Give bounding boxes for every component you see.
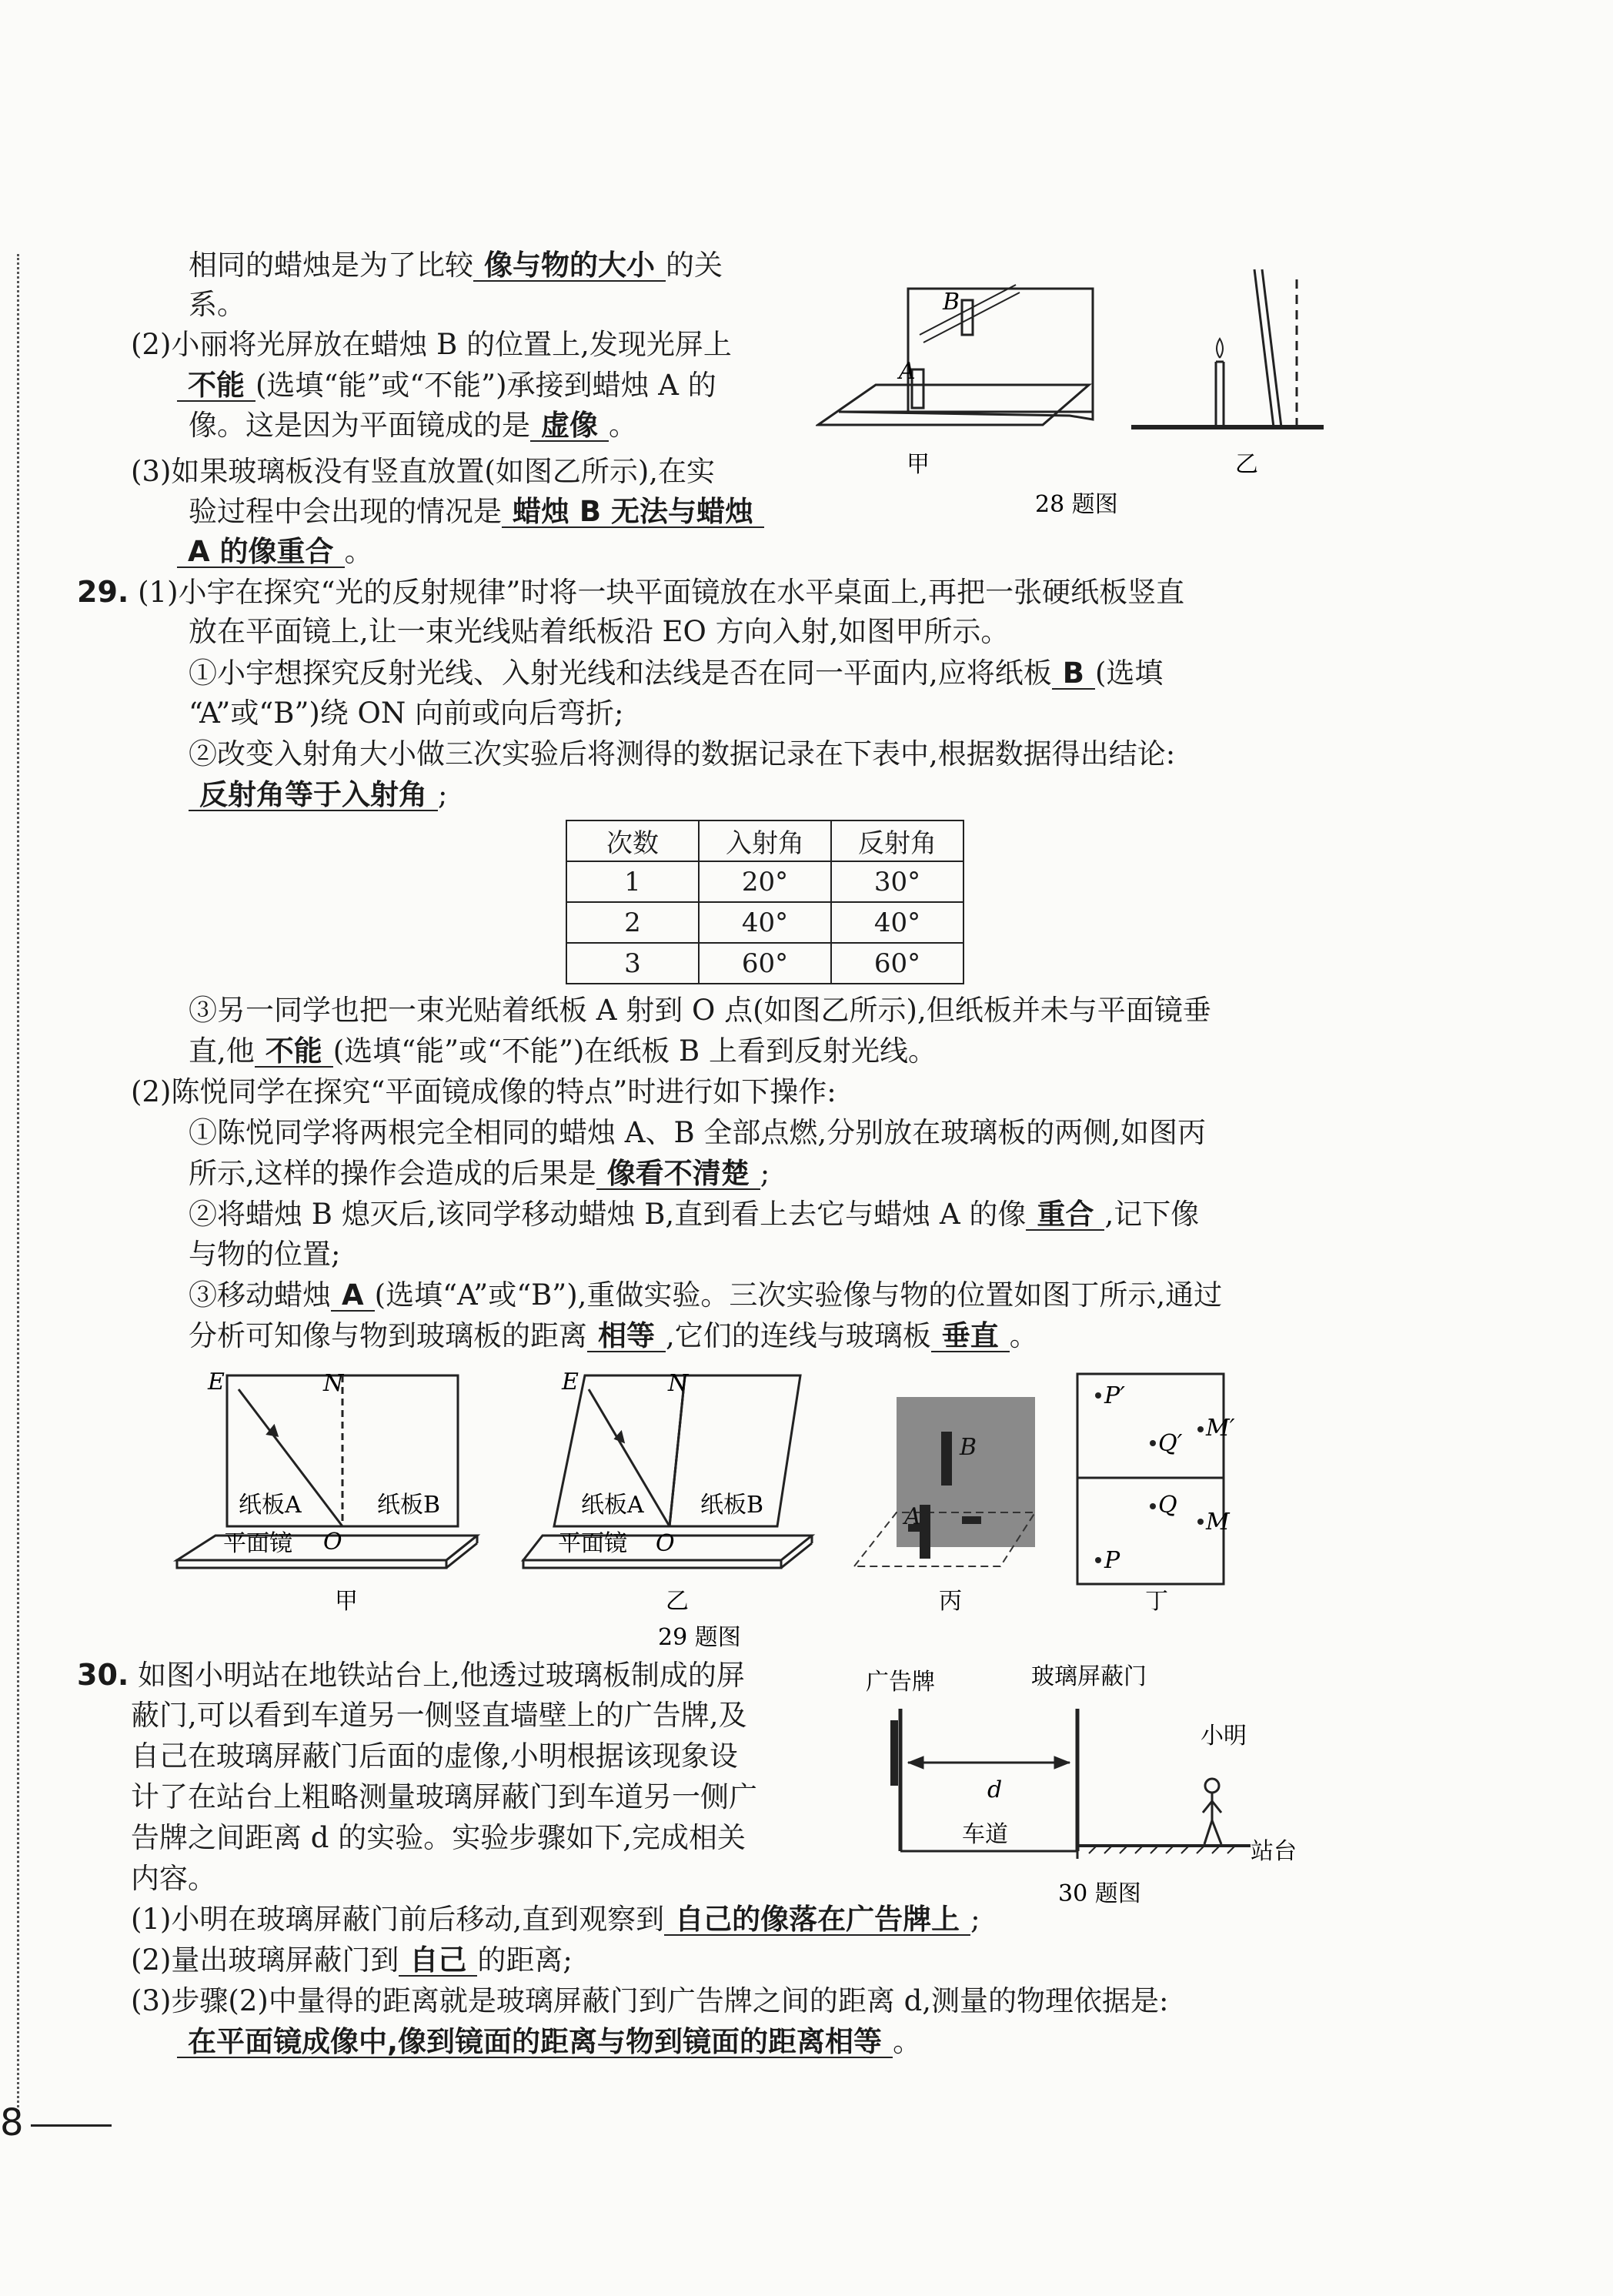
answer-blank: A 的像重合: [177, 537, 345, 568]
q29-line-10: ①陈悦同学将两根完全相同的蜡烛 A、B 全部点燃,分别放在玻璃板的两侧,如图丙: [189, 1116, 1206, 1149]
point-m-prime: [1197, 1426, 1204, 1432]
fig29-jia-e: E: [208, 1369, 225, 1395]
fig29-jia-name: 甲: [335, 1588, 358, 1615]
answer-blank: 相等: [587, 1322, 666, 1352]
fig30-person-label: 小明: [1201, 1723, 1247, 1750]
fig30-ad-label: 广告牌: [866, 1669, 935, 1696]
q29-line-9: (2)陈悦同学在探究“平面镜成像的特点”时进行如下操作:: [131, 1075, 837, 1108]
fig29-bing: [854, 1397, 1035, 1566]
text: 。: [344, 535, 373, 568]
fig30-lane-label: 车道: [962, 1821, 1008, 1848]
answer-blank: 像看不清楚: [596, 1159, 760, 1190]
fig29-bing-a: A: [904, 1503, 921, 1530]
text: (2)量出玻璃屏蔽门到: [131, 1943, 399, 1977]
text: ,它们的连线与玻璃板: [666, 1319, 931, 1352]
q29-line-4: “A”或“B”)绕 ON 向前或向后弯折;: [189, 697, 624, 730]
fig29-jia-board-a: 纸板A: [239, 1492, 302, 1519]
q29-line-14: [189, 1278, 1222, 1313]
q30-line-8: [131, 1943, 573, 1978]
q29-line-7: ③另一同学也把一束光贴着纸板 A 射到 O 点(如图乙所示),但纸板并未与平面镜垂: [189, 994, 1211, 1027]
fig29-yi-mirror: 平面镜: [558, 1530, 627, 1557]
table-row: [566, 943, 963, 984]
text: 的距离;: [477, 1943, 573, 1977]
q29-line-8: [189, 1034, 937, 1069]
table-header: 入射角: [699, 820, 831, 861]
text: ①小宇想探究反射光线、入射光线和法线是否在同一平面内,应将纸板: [189, 657, 1052, 690]
fig30-door-label: 玻璃屏蔽门: [1031, 1663, 1147, 1690]
answer-blank: 反射角等于入射角: [189, 780, 438, 811]
answer-blank: B: [1052, 659, 1095, 690]
fig28-caption: 28 题图: [1035, 491, 1118, 518]
fig29-jia-o: O: [323, 1529, 342, 1556]
fig29-ding-p1: P′: [1104, 1382, 1125, 1409]
fig28-label-a: A: [899, 358, 916, 385]
q29-line-11: [189, 1156, 770, 1191]
answer-blank: 不能: [255, 1037, 333, 1068]
fig29-ding-q: Q: [1158, 1492, 1177, 1519]
table-cell: 40°: [831, 902, 963, 943]
fig29-ding-p: P: [1104, 1547, 1120, 1574]
question-number: 29.: [77, 575, 129, 609]
answer-blank: 自己: [399, 1946, 477, 1977]
text: ,记下像: [1104, 1198, 1200, 1231]
fig29-ding-m1: M′: [1206, 1415, 1235, 1442]
q28-line-3: (2)小丽将光屏放在蜡烛 B 的位置上,发现光屏上: [131, 328, 732, 361]
text: ③移动蜡烛: [189, 1278, 331, 1312]
q28-line-5: [189, 408, 637, 443]
table-cell: 2: [566, 902, 699, 943]
table-header: 反射角: [831, 820, 963, 861]
flame: [1217, 339, 1223, 358]
q29-line-15: [189, 1318, 1038, 1354]
q30-line-1: [77, 1657, 745, 1693]
table-cell: 3: [566, 943, 699, 984]
table-header: 次数: [566, 820, 699, 861]
figure-28: [816, 254, 1354, 531]
table-cell: 40°: [699, 902, 831, 943]
text: 分析可知像与物到玻璃板的距离: [189, 1319, 587, 1352]
text: (选填: [1094, 657, 1164, 690]
table-cell: 60°: [831, 943, 963, 984]
table-plane: [818, 385, 1089, 425]
q30-line-2: 蔽门,可以看到车道另一侧竖直墙壁上的广告牌,及: [131, 1699, 747, 1732]
answer-blank: 虚像: [530, 411, 609, 442]
q30-line-5: 告牌之间距离 d 的实验。实验步骤如下,完成相关: [131, 1821, 746, 1854]
text: (1)小宇在探究“光的反射规律”时将一块平面镜放在水平桌面上,再把一张硬纸板竖直: [138, 576, 1185, 609]
q29-line-6: [189, 777, 447, 813]
fig29-yi-n: N: [668, 1370, 689, 1397]
candle-b: [941, 1432, 952, 1486]
answer-blank: 自己的像落在广告牌上: [664, 1905, 970, 1936]
text: (选填“能”或“不能”)在纸板 B 上看到反射光线。: [332, 1034, 937, 1068]
answer-blank: 像与物的大小: [473, 251, 666, 282]
fig29-ding-q1: Q′: [1158, 1430, 1183, 1457]
data-table: [566, 820, 964, 984]
table-header-row: [566, 820, 963, 861]
fig29-bing-b: B: [960, 1434, 977, 1461]
table-cell: 20°: [699, 861, 831, 902]
text: (1)小明在玻璃屏蔽门前后移动,直到观察到: [131, 1903, 665, 1936]
point-q-prime: [1150, 1440, 1156, 1446]
page-number-rule: [31, 2124, 112, 2127]
q28-line-7: [189, 494, 764, 530]
text: 如图小明站在地铁站台上,他透过玻璃板制成的屏: [138, 1659, 745, 1692]
fig30-drawing: [894, 1709, 1251, 1859]
text: ;: [438, 778, 448, 811]
page-number: 8: [0, 2101, 24, 2144]
text: 的关: [666, 249, 723, 282]
fig29-yi-e: E: [562, 1369, 579, 1395]
text: 。: [609, 409, 637, 442]
fig29-yi-board-b: 纸板B: [700, 1492, 764, 1519]
q28-line-2: 系。: [189, 288, 245, 321]
fig29-bing-name: 丙: [939, 1588, 962, 1615]
q30-line-4: 计了在站台上粗略测量玻璃屏蔽门到车道另一侧广: [131, 1780, 757, 1813]
answer-blank: A: [331, 1281, 375, 1312]
fig29-ding-name: 丁: [1145, 1588, 1168, 1615]
fig28-yi: [1131, 269, 1324, 427]
table-row: [566, 902, 963, 943]
mirror-edge: [177, 1560, 446, 1568]
point-q: [1150, 1503, 1156, 1509]
text: ②将蜡烛 B 熄灭后,该同学移动蜡烛 B,直到看上去它与蜡烛 A 的像: [189, 1198, 1027, 1231]
glass-plate: [908, 289, 1093, 412]
margin-dotted-line: [17, 254, 19, 2117]
fig28-yi-label: 乙: [1235, 451, 1258, 478]
text: 直,他: [189, 1034, 255, 1068]
fig28-jia-label: 甲: [907, 451, 930, 478]
q29-line-2: 放在平面镜上,让一束光线贴着纸板沿 EO 方向入射,如图甲所示。: [189, 615, 1010, 648]
fig29-jia-board-b: 纸板B: [377, 1492, 441, 1519]
q30-line-10: [177, 2024, 921, 2060]
point-p: [1095, 1557, 1101, 1563]
fig29-ding-m: M: [1206, 1509, 1230, 1536]
q30-line-6: 内容。: [131, 1862, 216, 1895]
question-number: 30.: [77, 1658, 129, 1692]
fig29-jia-n: N: [323, 1370, 344, 1397]
point-m: [1197, 1519, 1204, 1525]
text: 像。这是因为平面镜成的是: [189, 409, 530, 442]
fig29-caption: 29 题图: [658, 1624, 741, 1651]
person-icon: [1203, 1779, 1221, 1844]
table-cell: 30°: [831, 861, 963, 902]
q28-line-4: [177, 368, 716, 403]
q28-line-8: [177, 534, 373, 570]
mirror-edge: [523, 1560, 781, 1568]
q29-line-13: 与物的位置;: [189, 1238, 341, 1271]
q29-line-1: [77, 574, 1184, 610]
fig30-caption: 30 题图: [1058, 1880, 1141, 1907]
text: (选填“能”或“不能”)承接到蜡烛 A 的: [255, 369, 716, 402]
text: ;: [760, 1157, 770, 1190]
fig29-yi-o: O: [656, 1530, 675, 1557]
fig30-d-label: d: [987, 1776, 1003, 1803]
q29-line-5: ②改变入射角大小做三次实验后将测得的数据记录在下表中,根据数据得出结论:: [189, 737, 1176, 770]
table-cell: 60°: [699, 943, 831, 984]
text: 。: [893, 2025, 922, 2058]
answer-blank: 蜡烛 B 无法与蜡烛: [502, 497, 764, 528]
answer-blank: 重合: [1026, 1200, 1104, 1231]
q28-line-6: (3)如果玻璃板没有竖直放置(如图乙所示),在实: [131, 455, 716, 488]
answer-blank: 在平面镜成像中,像到镜面的距离与物到镜面的距离相等: [177, 2027, 893, 2058]
figure-30: [850, 1663, 1312, 1924]
fig29-yi-board-a: 纸板A: [581, 1492, 644, 1519]
q29-line-3: [189, 656, 1163, 691]
q30-line-3: 自己在玻璃屏蔽门后面的虚像,小明根据该现象设: [131, 1740, 738, 1773]
q29-line-12: [189, 1197, 1199, 1232]
text: (选填“A”或“B”),重做实验。三次实验像与物的位置如图丁所示,通过: [374, 1278, 1223, 1312]
fig29-ding: [1077, 1374, 1224, 1584]
fig30-platform-label: 站台: [1251, 1838, 1297, 1865]
text: 。: [1009, 1319, 1038, 1352]
fig28-label-b: B: [943, 289, 960, 316]
text: 验过程中会出现的情况是: [189, 495, 502, 528]
q28-line-1: [189, 248, 723, 283]
text: 所示,这样的操作会造成的后果是: [189, 1157, 596, 1190]
text: 相同的蜡烛是为了比较: [189, 249, 473, 282]
fig29-yi-name: 乙: [666, 1588, 689, 1615]
table-cell: 1: [566, 861, 699, 902]
answer-blank: 不能: [177, 371, 255, 402]
answer-blank: 垂直: [931, 1322, 1010, 1352]
table-row: [566, 861, 963, 902]
q30-line-9: (3)步骤(2)中量得的距离就是玻璃屏蔽门到广告牌之间的距离 d,测量的物理依据是:: [131, 1984, 1169, 2017]
point-p-prime: [1095, 1392, 1101, 1399]
figure-29: [169, 1359, 1262, 1651]
fig29-jia-mirror: 平面镜: [223, 1530, 292, 1557]
text: ;: [970, 1903, 980, 1936]
